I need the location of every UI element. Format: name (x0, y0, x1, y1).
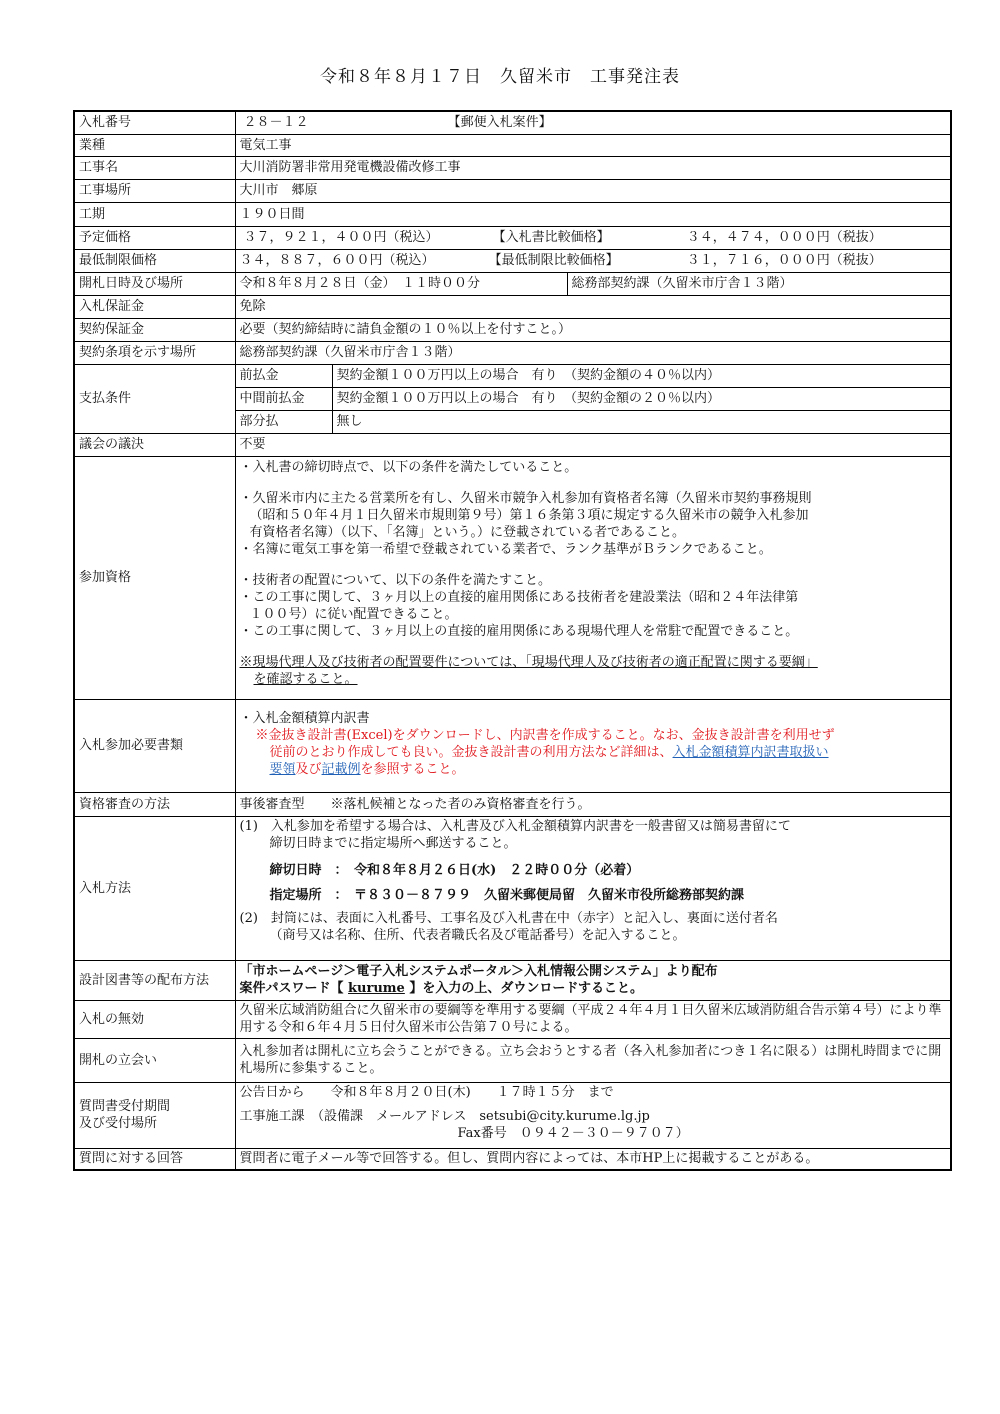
label: 資格審査の方法 (74, 792, 235, 816)
label: 入札方法 (74, 816, 235, 960)
min-compare-value: ３１，７１６，０００円（税抜） (686, 253, 882, 268)
label: 議会の議決 (74, 433, 235, 456)
opening-date: 令和８年８月２８日（金） １１時００分 (236, 273, 568, 295)
qual-text: １００号）に従い配置できること。 (249, 606, 458, 622)
qual-note: ※現場代理人及び技術者の配置要件については、「現場代理人及び技術者の適正配置に関する要綱」 (239, 654, 818, 670)
questions-fax: Fax番号 ０９４２－３０－９７０７） (457, 1125, 689, 1141)
planned-compare-label: 【入札書比較価格】 (492, 230, 610, 245)
method-text: （商号又は名称、住所、代表者職氏名及び電話番号）を記入すること。 (269, 927, 686, 943)
qual-text: 有資格者名簿）（以下、「名簿」という。）に登載されている者であること。 (249, 524, 686, 540)
doc-red-text: を参照すること。 (360, 761, 465, 777)
questions-email[interactable]: 工事施工課 （設備課 メールアドレス setsubi@city.kurume.lg.jp (239, 1108, 650, 1124)
payment-name: 部分払 (236, 410, 333, 433)
review-value: 事後審査型 ※落札候補となった者のみ資格審査を行う。 (235, 792, 951, 816)
payment-name: 前払金 (236, 365, 333, 388)
row-industry (74, 134, 951, 156)
submit-place-text: 指定場所 ： 〒８３０－８７９９ 久留米郵便局留 久留米市役所総務部契約課 (269, 887, 745, 903)
qual-note: を確認すること。 (253, 671, 358, 687)
witness-value: 入札参加者は開札に立ち会うことができる。立ち会おうとする者（各入札参加者につき１名に限る）は開札時間までに開札場所に参集すること。 (235, 1038, 951, 1082)
label: 及び受付場所 (79, 1116, 158, 1131)
row-contract-deposit (74, 318, 951, 341)
payment-value: 契約金額１００万円以上の場合 有り （契約金額の２０％以内） (332, 387, 950, 410)
label: 契約保証金 (74, 318, 235, 341)
label: 開札の立会い (74, 1038, 235, 1082)
doc-red-text: 従前のとおり作成しても良い。金抜き設計書の利用方法など詳細は、 (269, 744, 673, 760)
qual-text: （昭和５０年４月１日久留米市規則第９号）第１６条第３項に規定する久留米市の競争入札参加 (249, 507, 809, 523)
label: 工事名 (74, 156, 235, 179)
label: 参加資格 (74, 456, 235, 699)
row-opening (74, 272, 951, 295)
opening-place: 総務部契約課（久留米市庁舎１３階） (571, 276, 793, 291)
label: 予定価格 (74, 226, 235, 249)
row-payment (74, 364, 951, 433)
label: 工期 (74, 202, 235, 226)
row-qualification (74, 456, 951, 699)
order-table (73, 110, 952, 1171)
payment-name: 中間前払金 (236, 387, 333, 410)
method-text: (1) 入札参加を希望する場合は、入札書及び入札金額積算内訳書を一般書留又は簡易書留にて (239, 818, 791, 834)
planned-compare-value: ３４，４７４，０００円（税抜） (686, 230, 882, 245)
doc-red-text: 及び (295, 761, 322, 777)
row-contract-place (74, 341, 951, 364)
row-answers (74, 1148, 951, 1170)
guideline-link[interactable]: 要領 (269, 761, 296, 777)
distribution-text: 】を入力の上、ダウンロードすること。 (409, 981, 643, 996)
qual-text: ・技術者の配置について、以下の条件を満たすこと。 (239, 572, 551, 588)
label: 質問に対する回答 (74, 1148, 235, 1170)
min-compare-label: 【最低制限比較価格】 (488, 253, 619, 268)
qual-text: ・久留米市内に主たる営業所を有し、久留米市競争入札参加有資格者名簿（久留米市契約事務規則 (239, 490, 812, 506)
row-planned-price (74, 226, 951, 249)
payment-value: 無し (332, 410, 950, 433)
row-method (74, 816, 951, 960)
row-work-name (74, 156, 951, 179)
qual-text: ・この工事に関して、３ヶ月以上の直接的雇用関係にある技術者を建設業法（昭和２４年法律第 (239, 589, 799, 605)
deadline-text: 締切日時 ： 令和８年８月２６日(水) ２２時００分（必着） (269, 862, 640, 878)
row-min-price (74, 249, 951, 272)
label: 入札参加必要書類 (74, 699, 235, 792)
location-value: 大川市 郷原 (235, 179, 951, 202)
planned-price-value: ３７，９２１，４００円（税込） (243, 230, 439, 245)
questions-period: 公告日から 令和８年８月２０日(木) １７時１５分 まで (239, 1084, 614, 1100)
row-bid-number (74, 111, 951, 134)
method-text: (2) 封筒には、表面に入札番号、工事名及び入札書在中（赤字）と記入し、裏面に送付者名 (239, 910, 778, 926)
guideline-link[interactable]: 入札金額積算内訳書取扱い (672, 744, 829, 760)
row-witness (74, 1038, 951, 1082)
bid-deposit-value: 免除 (235, 295, 951, 318)
doc-text: ・入札金額積算内訳書 (239, 710, 370, 726)
distribution-text: 「市ホームページ＞電子入札システムポータル＞入札情報公開システム」より配布 (239, 964, 718, 979)
row-council (74, 433, 951, 456)
industry-value: 電気工事 (235, 134, 951, 156)
qual-text: ・入札書の締切時点で、以下の条件を満たしていること。 (239, 459, 578, 475)
label: 最低制限価格 (74, 249, 235, 272)
label: 工事場所 (74, 179, 235, 202)
qual-text: ・名簿に電気工事を第一希望で登載されている業者で、ランク基準がＢランクであること。 (239, 541, 772, 557)
bid-number-value: ２８－１２ (243, 115, 309, 131)
label: 業種 (74, 134, 235, 156)
label: 入札保証金 (74, 295, 235, 318)
answers-value: 質問者に電子メール等で回答する。但し、質問内容によっては、本市HP上に掲載することがある。 (235, 1148, 951, 1170)
label: 開札日時及び場所 (74, 272, 235, 295)
postal-bid-note: 【郵便入札案件】 (447, 115, 552, 131)
example-link[interactable]: 記載例 (321, 761, 361, 777)
payment-value: 契約金額１００万円以上の場合 有り （契約金額の４０％以内） (332, 365, 950, 388)
qual-text: ・この工事に関して、３ヶ月以上の直接的雇用関係にある現場代理人を常駐で配置できること。 (239, 623, 799, 639)
contract-deposit-value: 必要（契約締結時に請負金額の１０％以上を付すこと。） (235, 318, 951, 341)
case-password: kurume (348, 981, 405, 996)
row-distribution (74, 960, 951, 1000)
label: 支払条件 (74, 364, 235, 433)
invalid-value: 久留米広域消防組合に久留米市の要綱等を準用する要綱（平成２４年４月１日久留米広域消防組合告示第４号）により準用する令和６年４月５日付久留米市公告第７０号による。 (235, 1000, 951, 1038)
row-invalid (74, 1000, 951, 1038)
min-price-value: ３４，８８７，６００円（税込） (239, 253, 435, 268)
row-questions (74, 1082, 951, 1148)
row-documents (74, 699, 951, 792)
row-period (74, 202, 951, 226)
label: 入札番号 (74, 111, 235, 134)
label: 入札の無効 (74, 1000, 235, 1038)
distribution-text: 案件パスワード【 (239, 981, 344, 996)
label: 契約条項を示す場所 (74, 341, 235, 364)
doc-red-text: ※金抜き設計書(Excel)をダウンロードし、内訳書を作成すること。なお、金抜き設計書を利用せず (255, 727, 835, 743)
row-review (74, 792, 951, 816)
work-name-value: 大川消防署非常用発電機設備改修工事 (235, 156, 951, 179)
method-text: 締切日時までに指定場所へ郵送すること。 (269, 835, 517, 851)
council-value: 不要 (235, 433, 951, 456)
label: 質問書受付期間 (79, 1099, 171, 1114)
payment-table (236, 365, 951, 433)
label: 設計図書等の配布方法 (74, 960, 235, 1000)
period-value: １９０日間 (235, 202, 951, 226)
contract-place-value: 総務部契約課（久留米市庁舎１３階） (235, 341, 951, 364)
row-location (74, 179, 951, 202)
page-title: 令和８年８月１７日 久留米市 工事発注表 (320, 67, 680, 87)
row-bid-deposit (74, 295, 951, 318)
